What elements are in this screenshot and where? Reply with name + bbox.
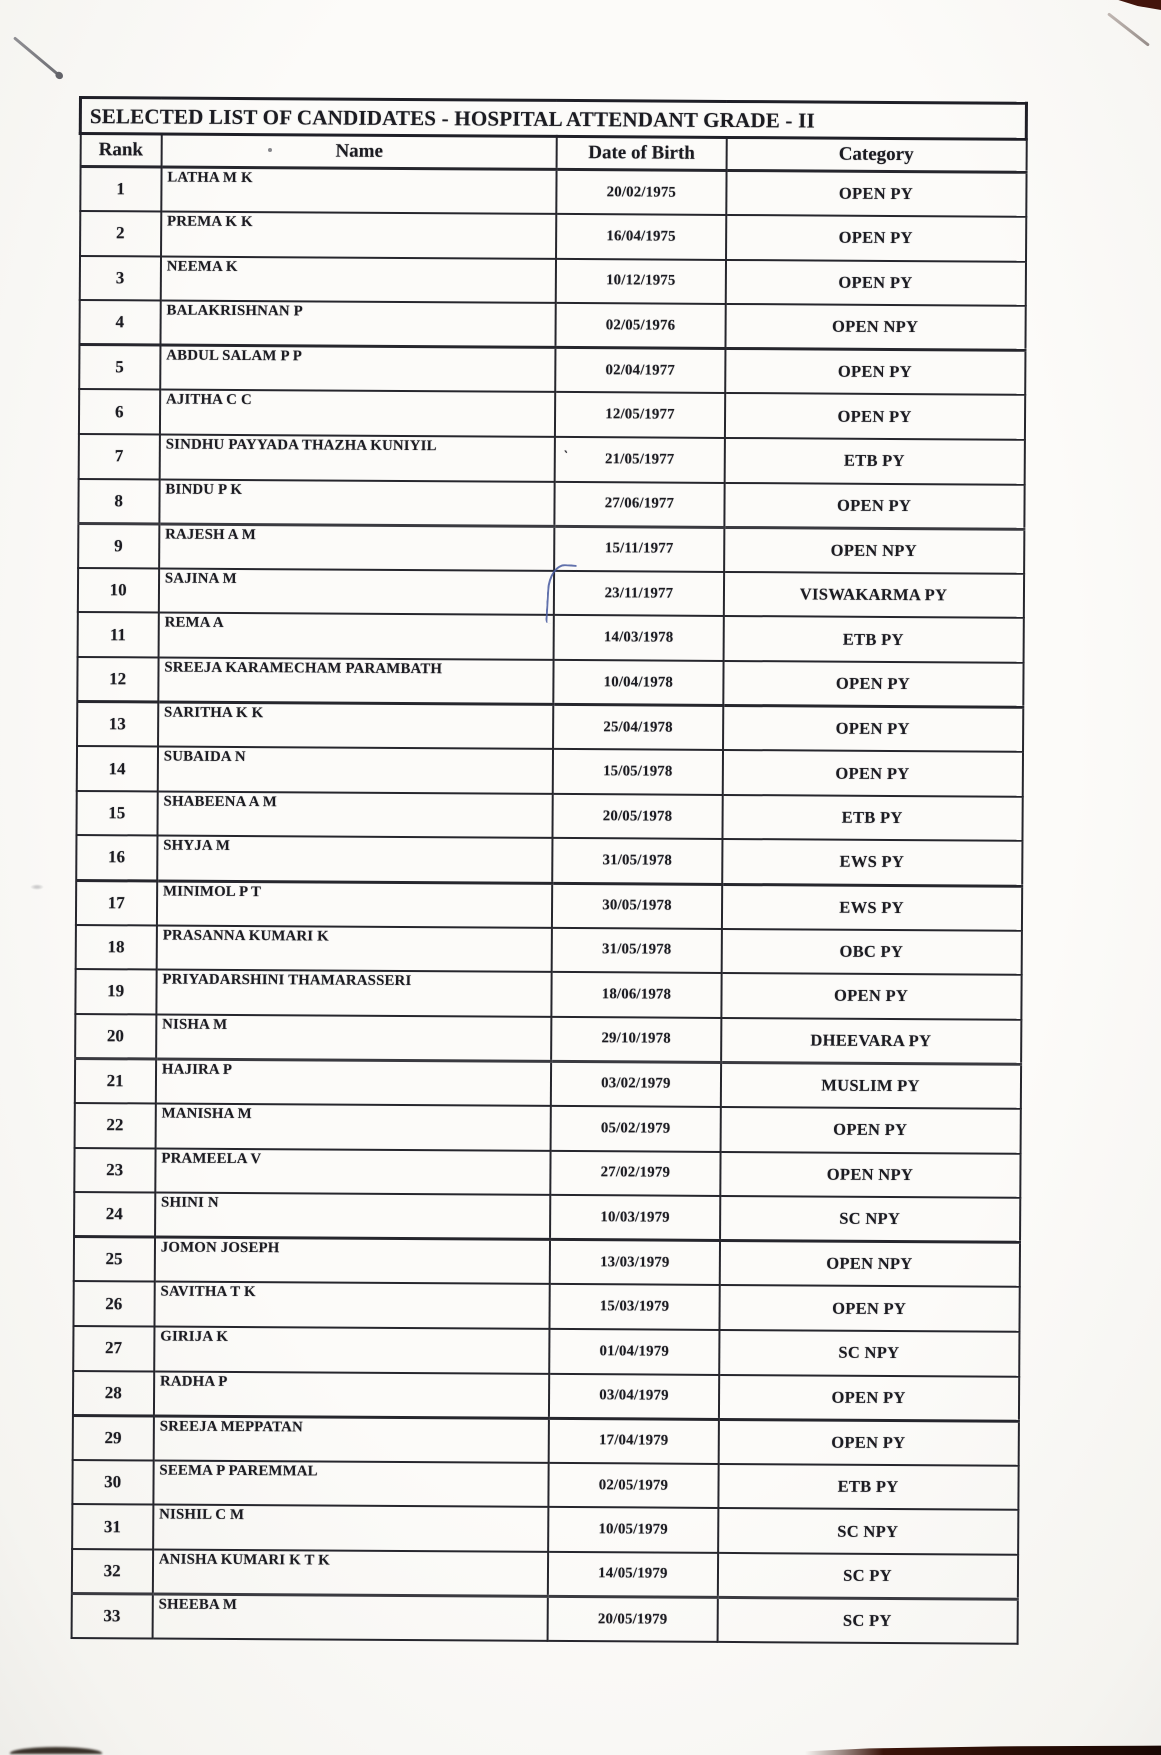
rank-cell: 20 bbox=[75, 1014, 157, 1059]
table-row bbox=[77, 657, 1023, 707]
candidate-list-document bbox=[70, 96, 1028, 1645]
category-cell: OPEN PY bbox=[726, 170, 1026, 216]
category-cell: OPEN NPY bbox=[719, 1241, 1019, 1287]
rank-cell: 16 bbox=[76, 835, 158, 880]
dob-cell: 02/05/1976 bbox=[556, 303, 726, 349]
dob-cell: 27/06/1977 bbox=[555, 482, 725, 528]
category-cell: OPEN PY bbox=[726, 215, 1026, 261]
dob-cell: 20/02/1975 bbox=[557, 169, 727, 215]
name-cell: LATHA M K bbox=[161, 167, 557, 214]
table-row bbox=[75, 880, 1021, 930]
category-cell: OPEN PY bbox=[722, 750, 1022, 796]
name-cell: MANISHA M bbox=[155, 1103, 551, 1150]
name-cell: SEEMA P PAREMMAL bbox=[153, 1460, 549, 1507]
name-cell: GIRIJA K bbox=[154, 1326, 550, 1373]
table-row bbox=[73, 1281, 1019, 1331]
category-cell: OPEN PY bbox=[725, 393, 1025, 439]
category-cell: ETB PY bbox=[724, 438, 1024, 484]
rank-cell: 10 bbox=[77, 568, 159, 613]
name-cell: REMA A bbox=[158, 613, 554, 660]
pen-stroke-top-left bbox=[13, 36, 61, 77]
rank-cell: 23 bbox=[74, 1148, 156, 1193]
category-cell: OPEN NPY bbox=[724, 527, 1024, 573]
rank-cell: 30 bbox=[72, 1460, 154, 1505]
table-row bbox=[72, 1460, 1018, 1510]
name-cell: JOMON JOSEPH bbox=[155, 1237, 551, 1284]
table-row bbox=[80, 211, 1026, 261]
rank-cell: 22 bbox=[74, 1103, 156, 1148]
column-header-dob: Date of Birth bbox=[557, 136, 727, 170]
name-cell: SREEJA KARAMECHAM PARAMBATH bbox=[158, 658, 554, 705]
table-row bbox=[76, 746, 1022, 796]
name-cell: NISHA M bbox=[156, 1014, 552, 1061]
rank-cell: 9 bbox=[78, 523, 160, 568]
dob-cell: 27/02/1979 bbox=[551, 1150, 721, 1196]
rank-cell: 33 bbox=[71, 1593, 153, 1638]
table-row bbox=[75, 925, 1021, 975]
name-cell: BALAKRISHNAN P bbox=[160, 301, 556, 348]
pen-stroke-top-right bbox=[1107, 12, 1150, 46]
rank-cell: 1 bbox=[80, 167, 162, 212]
table-row bbox=[78, 389, 1024, 439]
table-row bbox=[76, 791, 1022, 841]
scan-corner-mark bbox=[1109, 0, 1161, 10]
dob-cell: 10/05/1979 bbox=[548, 1507, 718, 1553]
dob-cell: 10/03/1979 bbox=[550, 1195, 720, 1241]
category-cell: SC PY bbox=[717, 1553, 1017, 1599]
name-cell: AJITHA C C bbox=[160, 390, 556, 437]
table-row bbox=[78, 434, 1024, 484]
category-cell: EWS PY bbox=[722, 884, 1022, 930]
name-cell: SHYJA M bbox=[157, 836, 553, 883]
dob-cell: 15/05/1978 bbox=[553, 749, 723, 795]
dob-cell: 23/11/1977 bbox=[554, 571, 724, 617]
rank-cell: 5 bbox=[79, 345, 161, 390]
name-cell: SAVITHA T K bbox=[154, 1282, 550, 1329]
table-row bbox=[78, 523, 1024, 573]
dob-cell: 18/06/1978 bbox=[552, 972, 722, 1018]
name-cell: BINDU P K bbox=[159, 479, 555, 526]
name-cell: SAJINA M bbox=[159, 568, 555, 615]
category-cell: OPEN PY bbox=[723, 706, 1023, 752]
dob-cell: 30/05/1978 bbox=[552, 883, 722, 929]
dob-cell: 17/04/1979 bbox=[549, 1418, 719, 1464]
dob-cell: 15/11/1977 bbox=[554, 526, 724, 572]
dob-cell: 03/04/1979 bbox=[549, 1373, 719, 1419]
rank-cell: 25 bbox=[73, 1237, 155, 1282]
rank-cell: 17 bbox=[75, 880, 157, 925]
category-cell: VISWAKARMA PY bbox=[723, 572, 1023, 618]
category-cell: OPEN NPY bbox=[720, 1151, 1020, 1197]
rank-cell: 4 bbox=[79, 300, 161, 345]
table-row bbox=[75, 969, 1021, 1019]
column-header-rank: Rank bbox=[80, 134, 162, 167]
dob-cell: 14/05/1979 bbox=[548, 1552, 718, 1598]
dob-cell: 12/05/1977 bbox=[555, 392, 725, 438]
rank-cell: 14 bbox=[76, 746, 158, 791]
table-row bbox=[79, 300, 1025, 350]
rank-cell: 13 bbox=[77, 702, 159, 747]
rank-cell: 2 bbox=[80, 211, 162, 256]
category-cell: ETB PY bbox=[718, 1464, 1018, 1510]
name-cell: NISHIL C M bbox=[153, 1505, 549, 1552]
category-cell: OPEN PY bbox=[720, 1107, 1020, 1153]
rank-cell: 11 bbox=[77, 612, 159, 657]
category-cell: OBC PY bbox=[721, 929, 1021, 975]
table-row bbox=[77, 702, 1023, 752]
rank-cell: 21 bbox=[74, 1058, 156, 1103]
category-cell: SC NPY bbox=[720, 1196, 1020, 1242]
rank-cell: 12 bbox=[77, 657, 159, 702]
rank-cell: 29 bbox=[72, 1415, 154, 1460]
table-row bbox=[72, 1504, 1018, 1554]
table-row bbox=[74, 1103, 1020, 1153]
table-row bbox=[74, 1192, 1020, 1242]
name-cell: SUBAIDA N bbox=[158, 747, 554, 794]
category-cell: OPEN NPY bbox=[725, 304, 1025, 350]
category-cell: OPEN PY bbox=[721, 973, 1021, 1019]
category-cell: DHEEVARA PY bbox=[721, 1018, 1021, 1064]
dob-cell: 20/05/1978 bbox=[553, 794, 723, 840]
column-header-name: Name bbox=[161, 134, 557, 169]
name-cell: SINDHU PAYYADA THAZHA KUNIYIL bbox=[160, 435, 556, 482]
name-cell: NEEMA K bbox=[161, 256, 557, 303]
scan-edge-bar bbox=[805, 1743, 1161, 1755]
category-cell: OPEN PY bbox=[724, 483, 1024, 529]
name-cell: PRAMEELA V bbox=[155, 1148, 551, 1195]
rank-cell: 19 bbox=[75, 969, 157, 1014]
candidate-table bbox=[70, 96, 1028, 1645]
table-row bbox=[74, 1148, 1020, 1198]
rank-cell: 28 bbox=[72, 1371, 154, 1416]
category-cell: SC NPY bbox=[719, 1330, 1019, 1376]
name-cell: PRIYADARSHINI THAMARASSERI bbox=[156, 970, 552, 1017]
name-cell: PREMA K K bbox=[161, 212, 557, 259]
table-row bbox=[75, 1014, 1021, 1064]
category-cell: SC NPY bbox=[718, 1508, 1018, 1554]
dob-cell: 20/05/1979 bbox=[548, 1596, 718, 1642]
rank-cell: 3 bbox=[79, 256, 161, 301]
name-cell: ABDUL SALAM P P bbox=[160, 345, 556, 392]
dob-cell: 25/04/1978 bbox=[553, 705, 723, 751]
category-cell: OPEN PY bbox=[725, 260, 1025, 306]
dob-cell: 14/03/1978 bbox=[554, 615, 724, 661]
rank-cell: 27 bbox=[73, 1326, 155, 1371]
rank-cell: 15 bbox=[76, 791, 158, 836]
name-cell: RAJESH A M bbox=[159, 524, 555, 571]
rank-cell: 18 bbox=[75, 925, 157, 970]
candidate-rows bbox=[71, 167, 1026, 1644]
title-row bbox=[80, 98, 1026, 140]
dob-cell: 10/04/1978 bbox=[554, 660, 724, 706]
dob-cell: 15/03/1979 bbox=[550, 1284, 720, 1330]
column-header-category: Category bbox=[726, 137, 1026, 172]
table-row bbox=[74, 1058, 1020, 1108]
name-cell: MINIMOL P T bbox=[157, 880, 553, 927]
category-cell: OPEN PY bbox=[719, 1285, 1019, 1331]
table-row bbox=[71, 1593, 1017, 1643]
rank-cell: 6 bbox=[78, 389, 160, 434]
category-cell: OPEN PY bbox=[723, 661, 1023, 707]
table-row bbox=[73, 1326, 1019, 1376]
category-cell: ETB PY bbox=[722, 795, 1022, 841]
rank-cell: 7 bbox=[78, 434, 160, 479]
dob-cell: 13/03/1979 bbox=[550, 1240, 720, 1286]
name-cell: SHINI N bbox=[155, 1193, 551, 1240]
table-row bbox=[79, 256, 1025, 306]
rank-cell: 31 bbox=[72, 1504, 154, 1549]
table-row bbox=[76, 835, 1022, 885]
category-cell: OPEN PY bbox=[718, 1419, 1018, 1465]
table-row bbox=[71, 1549, 1017, 1599]
category-cell: SC PY bbox=[717, 1597, 1017, 1643]
category-cell: OPEN PY bbox=[719, 1374, 1019, 1420]
name-cell: HAJIRA P bbox=[156, 1059, 552, 1106]
scan-edge-smudge bbox=[10, 1747, 102, 1754]
dob-cell: 02/05/1979 bbox=[549, 1463, 719, 1509]
dob-cell: 31/05/1978 bbox=[552, 838, 722, 884]
table-row bbox=[73, 1237, 1019, 1287]
dob-cell: 05/02/1979 bbox=[551, 1106, 721, 1152]
name-cell: PRASANNA KUMARI K bbox=[157, 925, 553, 972]
rank-cell: 26 bbox=[73, 1281, 155, 1326]
name-cell: SHEEBA M bbox=[152, 1594, 548, 1641]
category-cell: EWS PY bbox=[722, 839, 1022, 885]
table-row bbox=[80, 167, 1026, 217]
dob-cell: 16/04/1975 bbox=[556, 214, 726, 260]
dob-cell: 10/12/1975 bbox=[556, 259, 726, 305]
document-title: SELECTED LIST OF CANDIDATES - HOSPITAL ATTENDANT GRADE - II bbox=[80, 98, 1026, 140]
dob-cell: 29/10/1978 bbox=[551, 1017, 721, 1063]
table-row bbox=[72, 1415, 1018, 1465]
rank-cell: 8 bbox=[78, 479, 160, 524]
rank-cell: 32 bbox=[71, 1549, 153, 1594]
table-row bbox=[79, 345, 1025, 395]
margin-speck bbox=[30, 884, 44, 890]
name-cell: RADHA P bbox=[154, 1371, 550, 1418]
name-cell: SREEJA MEPPATAN bbox=[154, 1416, 550, 1463]
dob-cell: 01/04/1979 bbox=[549, 1329, 719, 1375]
category-cell: OPEN PY bbox=[725, 349, 1025, 395]
name-cell: SARITHA K K bbox=[158, 702, 554, 749]
category-cell: ETB PY bbox=[723, 616, 1023, 662]
table-row bbox=[77, 568, 1023, 618]
table-row bbox=[78, 479, 1024, 529]
dob-cell: ‵ 21/05/1977 bbox=[555, 437, 725, 483]
rank-cell: 24 bbox=[74, 1192, 156, 1237]
dob-cell: 02/04/1977 bbox=[555, 348, 725, 394]
name-cell: SHABEENA A M bbox=[157, 791, 553, 838]
category-cell: MUSLIM PY bbox=[720, 1062, 1020, 1108]
dob-cell: 31/05/1978 bbox=[552, 927, 722, 973]
name-cell: ANISHA KUMARI K T K bbox=[153, 1549, 549, 1596]
table-row bbox=[72, 1371, 1018, 1421]
dob-cell: 03/02/1979 bbox=[551, 1061, 721, 1107]
